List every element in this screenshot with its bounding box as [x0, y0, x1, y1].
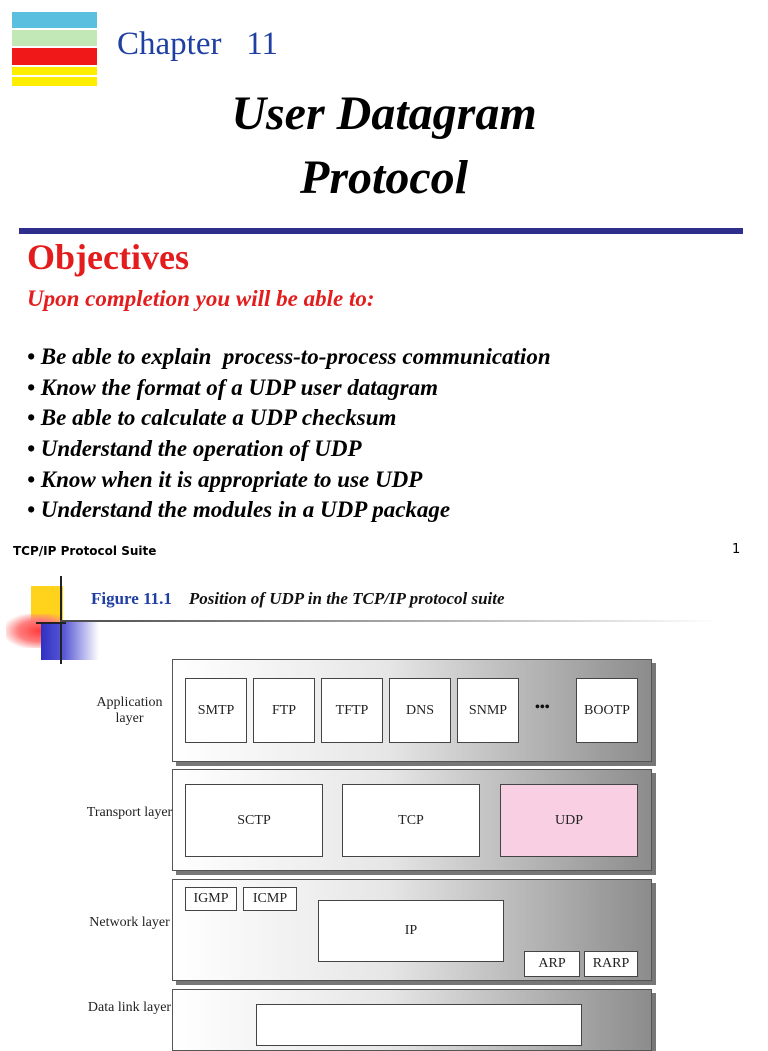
- objectives-subheading: Upon completion you will be able to:: [27, 286, 375, 311]
- footer-text: TCP/IP Protocol Suite: [13, 544, 157, 558]
- objective-bullet: • Understand the operation of UDP: [27, 436, 362, 461]
- bootp-box: BOOTP: [576, 678, 638, 743]
- caption-underline: [60, 620, 720, 622]
- page-number: 1: [732, 542, 741, 557]
- icmp-box: ICMP: [243, 887, 297, 911]
- snmp-box: SNMP: [457, 678, 519, 743]
- arp-box: ARP: [524, 951, 580, 977]
- ftp-box: FTP: [253, 678, 315, 743]
- figure-title: Position of UDP in the TCP/IP protocol suite: [188, 589, 505, 608]
- dns-box: DNS: [389, 678, 451, 743]
- figure-number: Figure 11.1: [91, 589, 172, 608]
- tcp-box: TCP: [342, 784, 480, 857]
- figure-caption: [91, 589, 505, 609]
- network-layer-panel: [172, 879, 652, 981]
- data-link-box: [256, 1004, 582, 1046]
- ip-box: IP: [318, 900, 504, 962]
- tftp-box: TFTP: [321, 678, 383, 743]
- objective-bullet: • Know the format of a UDP user datagram: [27, 375, 439, 400]
- data-link-layer-label: Data link layer: [87, 1000, 172, 1015]
- sctp-box: SCTP: [185, 784, 323, 857]
- objective-bullet: • Understand the modules in a UDP package: [27, 497, 451, 522]
- transport-layer-label: Transport layer: [86, 805, 173, 820]
- rarp-box: RARP: [584, 951, 638, 977]
- igmp-box: IGMP: [185, 887, 237, 911]
- objective-bullet: • Be able to explain process-to-process communication: [27, 344, 551, 369]
- objective-bullet: • Be able to calculate a UDP checksum: [27, 405, 397, 430]
- more-protocols-ellipsis: •••: [535, 700, 550, 715]
- network-layer-label: Network layer: [89, 915, 170, 930]
- title-line-1: User Datagram: [231, 87, 537, 140]
- udp-box: UDP: [500, 784, 638, 857]
- objective-bullet: • Know when it is appropriate to use UDP: [27, 467, 423, 492]
- objectives-heading: Objectives: [27, 237, 189, 277]
- divider: [19, 228, 743, 234]
- data-link-layer-panel: [172, 989, 652, 1051]
- title-line-2: Protocol: [300, 151, 468, 204]
- smtp-box: SMTP: [185, 678, 247, 743]
- chapter-label: Chapter 11: [117, 26, 278, 62]
- transport-layer-panel: [172, 769, 652, 871]
- application-layer-panel: [172, 659, 652, 762]
- application-layer-label: Application layer: [96, 695, 163, 726]
